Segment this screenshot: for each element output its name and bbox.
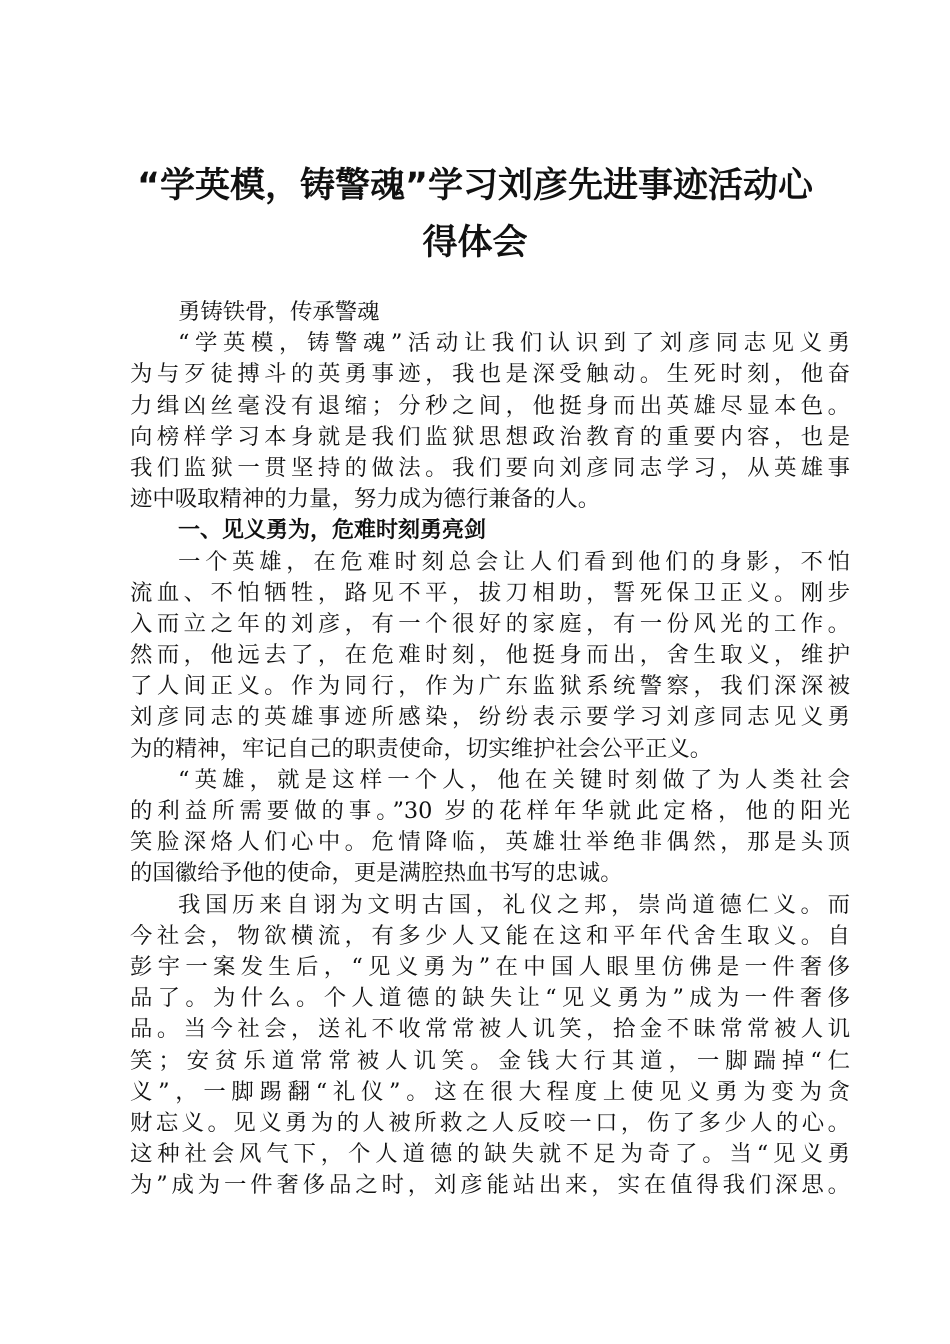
text-line: 品了。为什么。个人道德的缺失让“见义勇为”成为一件奢侈 xyxy=(130,985,850,1012)
text-line: 今社会，物欲横流，有多少人又能在这和平年代舍生取义。自 xyxy=(130,922,850,949)
document-body xyxy=(130,297,850,1201)
text-line: “英雄，就是这样一个人，他在关键时刻做了为人类社会 xyxy=(178,766,850,793)
text-line: 力缉凶丝毫没有退缩；分秒之间，他挺身而出英雄尽显本色。 xyxy=(130,392,850,419)
text-line: 的利益所需要做的事。”30 岁的花样年华就此定格，他的阳光 xyxy=(130,798,850,824)
text-line: 的国徽给予他的使命，更是满腔热血书写的忠诚。 xyxy=(130,860,623,887)
text-line: 入而立之年的刘彦，有一个很好的家庭，有一份风光的工作。 xyxy=(130,610,850,637)
text-line: 一个英雄，在危难时刻总会让人们看到他们的身影，不怕 xyxy=(178,548,850,575)
text-line: 这种社会风气下，个人道德的缺失就不足为奇了。当“见义勇 xyxy=(130,1141,850,1168)
text-line: 了人间正义。作为同行，作为广东监狱系统警察，我们深深被 xyxy=(130,673,850,700)
text-line: 流血、不怕牺牲，路见不平，拔刀相助，誓死保卫正义。刚步 xyxy=(130,579,850,606)
document-title-line-1: “学英模，铸警魂”学习刘彦先进事迹活动心 xyxy=(136,166,813,206)
text-line: 义”，一脚踢翻“礼仪”。这在很大程度上使见义勇为变为贪 xyxy=(130,1078,850,1105)
text-line: 刘彦同志的英雄事迹所感染，纷纷表示要学习刘彦同志见义勇 xyxy=(130,704,850,731)
section-heading: 一、见义勇为，危难时刻勇亮剑 xyxy=(178,518,487,544)
text-line: 向榜样学习本身就是我们监狱思想政治教育的重要内容，也是 xyxy=(130,423,850,450)
document-title-line-2: 得体会 xyxy=(422,223,528,263)
text-line: 我们监狱一贯坚持的做法。我们要向刘彦同志学习，从英雄事 xyxy=(130,454,850,481)
text-line: 彭宇一案发生后，“见义勇为”在中国人眼里仿佛是一件奢侈 xyxy=(130,953,850,980)
text-line: 勇铸铁骨，传承警魂 xyxy=(178,299,380,325)
text-line: 笑脸深烙人们心中。危情降临，英雄壮举绝非偶然，那是头顶 xyxy=(130,829,850,856)
text-line: “学英模，铸警魂”活动让我们认识到了刘彦同志见义勇 xyxy=(178,330,850,357)
text-line: 为”成为一件奢侈品之时，刘彦能站出来，实在值得我们深思。 xyxy=(130,1172,850,1199)
text-line: 为与歹徒搏斗的英勇事迹，我也是深受触动。生死时刻，他奋 xyxy=(130,361,850,388)
text-line: 我国历来自诩为文明古国，礼仪之邦，崇尚道德仁义。而 xyxy=(178,891,850,918)
text-line: 然而，他远去了，在危难时刻，他挺身而出，舍生取义，维护 xyxy=(130,642,850,669)
text-line: 为的精神，牢记自己的职责使命，切实维护社会公平正义。 xyxy=(130,735,713,762)
text-line: 财忘义。见义勇为的人被所救之人反咬一口，伤了多少人的心。 xyxy=(130,1109,850,1136)
text-line: 品。当今社会，送礼不收常常被人讥笑，拾金不昧常常被人讥 xyxy=(130,1016,850,1043)
text-line: 笑；安贫乐道常常被人讥笑。金钱大行其道，一脚踹掉“仁 xyxy=(130,1047,850,1074)
text-line: 迹中吸取精神的力量，努力成为德行兼备的人。 xyxy=(130,486,601,513)
